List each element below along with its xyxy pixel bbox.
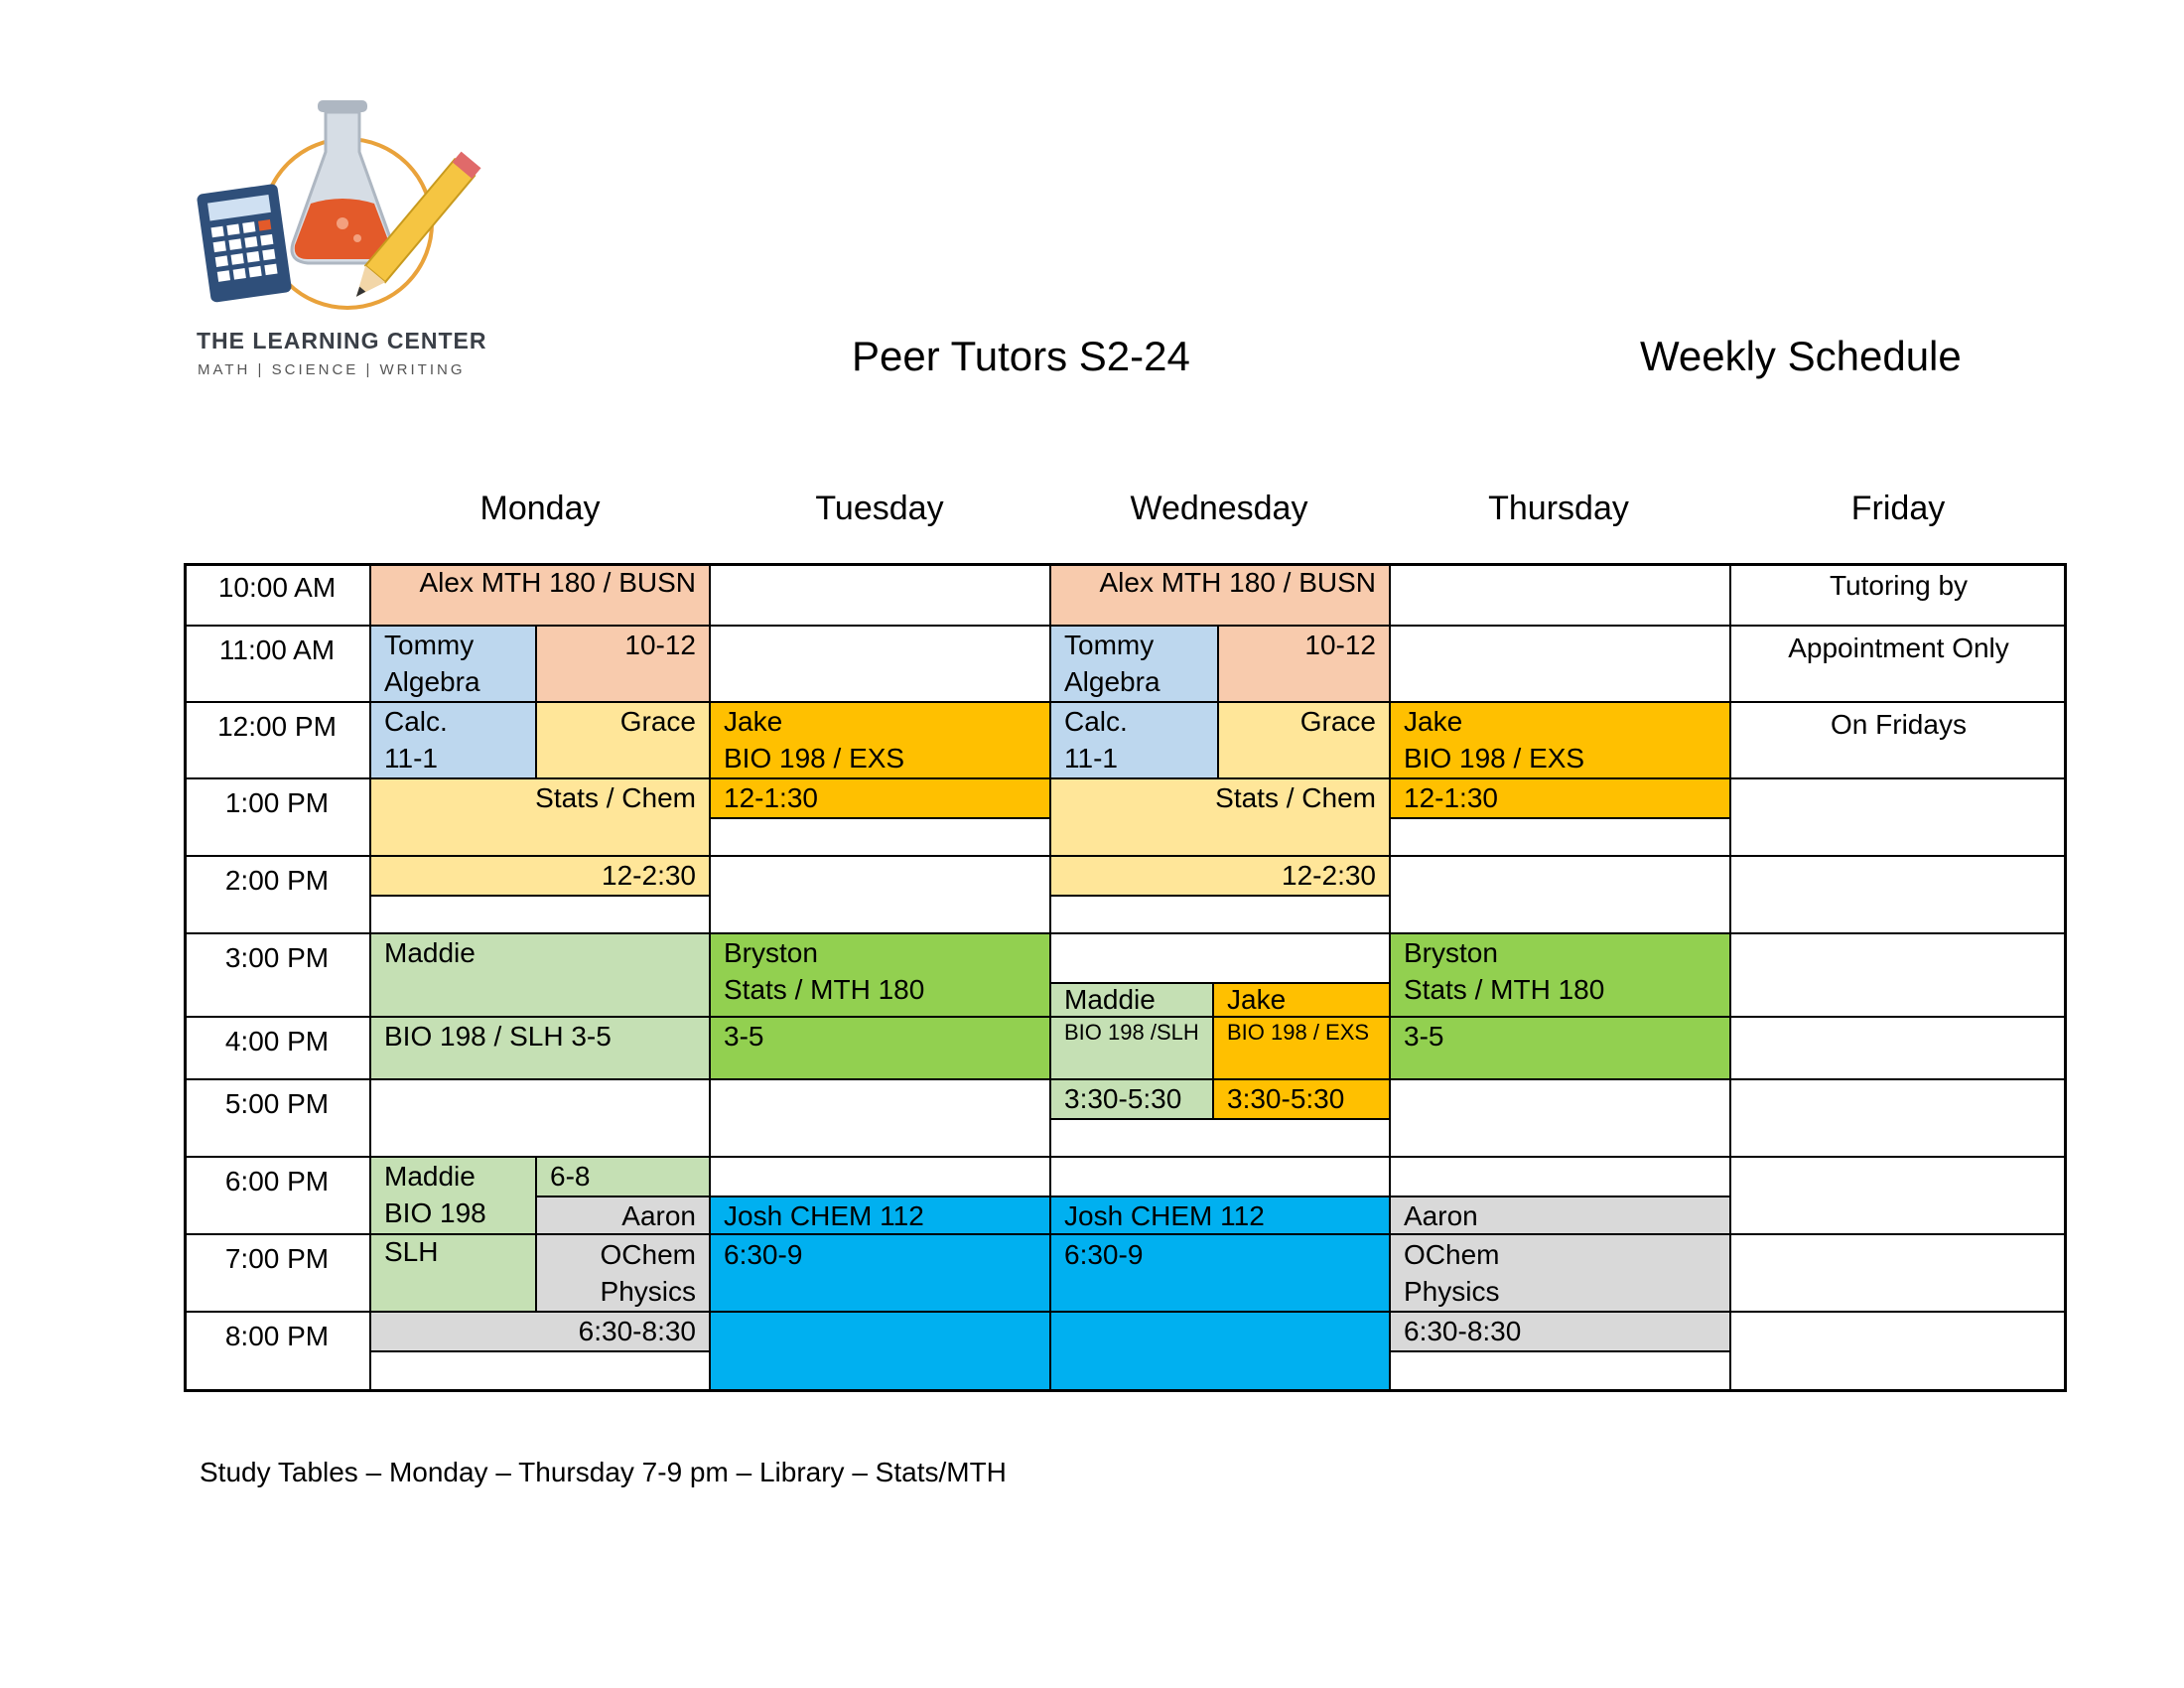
tue-jake-block: Jake BIO 198 / EXS [710,702,1050,778]
cell-divider [710,817,1050,819]
day-header-thursday: Thursday [1488,490,1629,527]
mon-alex-time-block: 10-12 [536,626,710,702]
wed-josh-block: Josh CHEM 112 6:30-9 [1050,1196,1390,1392]
time-label: 3:00 PM [224,942,330,973]
cell-divider [535,626,537,778]
footer-note: Study Tables – Monday – Thursday 7-9 pm – Library – Stats/MTH [200,1457,1007,1487]
cell-divider [370,1350,710,1352]
table-border [184,563,2067,566]
cell-divider [1212,983,1214,1119]
tue-josh-block: Josh CHEM 112 6:30-9 [710,1196,1050,1392]
wed-alex-block: Alex MTH 180 / BUSN [1050,563,1390,626]
wed-alex-time-block: 10-12 [1218,626,1390,702]
thu-aaron-block: Aaron OChem Physics [1390,1196,1730,1312]
wed-maddie-time-block: 3:30-5:30 [1050,1079,1213,1119]
mon-maddie-evening-block: Maddie BIO 198 SLH [370,1157,536,1312]
mon-grace-time-block: 12-2:30 [370,856,710,896]
fri-note-3: On Fridays [1831,709,1967,740]
mon-stats-block: Stats / Chem [370,778,710,856]
fri-note-1: Tutoring by [1829,570,1969,601]
time-label: 4:00 PM [224,1026,330,1056]
tue-bryston-time-block: 3-5 [710,1017,1050,1079]
mon-alex-block: Alex MTH 180 / BUSN [370,563,710,626]
cell-divider [535,1157,537,1312]
logo-subtitle: MATH | SCIENCE | WRITING [198,361,466,378]
wed-stats-block: Stats / Chem [1050,778,1390,856]
cell-divider [370,895,710,897]
mon-aaron-time-block: 6:30-8:30 [370,1312,710,1351]
cell-divider [1217,626,1219,778]
row-divider [184,701,2067,703]
time-label: 1:00 PM [224,787,330,818]
wed-jake-course-block: BIO 198 / EXS [1213,1017,1390,1079]
mon-aaron-block: Aaron OChem Physics [536,1196,710,1312]
row-divider [184,1311,2067,1313]
mon-maddie-time-block: 6-8 [536,1157,710,1196]
thu-bryston-time-block: 3-5 [1390,1017,1730,1079]
day-header-tuesday: Tuesday [815,490,944,527]
logo-title: THE LEARNING CENTER [197,328,487,353]
time-label: 7:00 PM [224,1243,330,1274]
table-border [184,563,187,1392]
column-divider [709,563,711,1392]
time-label: 8:00 PM [224,1321,330,1351]
row-divider [184,932,2067,934]
wed-calc-block: Calc. 11-1 [1050,702,1218,778]
table-border [2064,563,2067,1392]
cell-divider [1390,817,1730,819]
cell-divider [1050,895,1390,897]
column-divider [1049,563,1051,1392]
thu-jake-block: Jake BIO 198 / EXS [1390,702,1730,778]
mon-calc-block: Calc. 11-1 [370,702,536,778]
day-header-wednesday: Wednesday [1130,490,1308,527]
cell-divider [1050,1118,1390,1120]
thu-aaron-time-block: 6:30-8:30 [1390,1312,1730,1351]
row-divider [184,1233,2067,1235]
wed-jake-block: Jake [1213,983,1390,1017]
row-divider [184,855,2067,857]
fri-note-2: Appointment Only [1788,633,2009,663]
wed-grace-block: Grace [1218,702,1390,778]
cell-divider [536,1196,710,1197]
row-divider [184,1016,2067,1018]
row-divider [184,625,2067,627]
cell-divider [1390,1350,1730,1352]
document-title: Peer Tutors S2-24 [852,333,1190,379]
wed-jake-time-block: 3:30-5:30 [1213,1079,1390,1119]
column-divider [1389,563,1391,1392]
row-divider [184,777,2067,779]
time-label: 12:00 PM [217,711,337,742]
day-header-friday: Friday [1850,490,1946,527]
mon-tommy-block: Tommy Algebra [370,626,536,702]
row-divider [184,1078,2067,1080]
row-divider [184,1156,2067,1158]
time-label: 5:00 PM [224,1088,330,1119]
thu-bryston-block: Bryston Stats / MTH 180 [1390,933,1730,1017]
tue-jake-time-block: 12-1:30 [710,778,1050,818]
cell-divider [1050,982,1390,984]
time-label: 6:00 PM [224,1166,330,1196]
mon-bio-block: BIO 198 / SLH 3-5 [370,1017,710,1079]
wed-grace-time-block: 12-2:30 [1050,856,1390,896]
wed-maddie-block: Maddie [1050,983,1213,1017]
document-subtitle: Weekly Schedule [1640,333,1962,379]
time-label: 2:00 PM [224,865,330,896]
column-divider [1729,563,1731,1392]
thu-jake-time-block: 12-1:30 [1390,778,1730,818]
wed-tommy-block: Tommy Algebra [1050,626,1218,702]
tue-bryston-block: Bryston Stats / MTH 180 [710,933,1050,1017]
day-header-monday: Monday [479,490,601,527]
mon-grace-block: Grace [536,702,710,778]
schedule-table [184,563,2067,1392]
column-divider [369,563,371,1392]
cell-divider [710,1196,1730,1197]
time-label: 10:00 AM [217,572,337,603]
mon-maddie-block: Maddie [370,933,710,1017]
wed-maddie-course-block: BIO 198 /SLH [1050,1017,1213,1079]
time-label: 11:00 AM [218,634,336,665]
table-border [184,1389,2067,1392]
